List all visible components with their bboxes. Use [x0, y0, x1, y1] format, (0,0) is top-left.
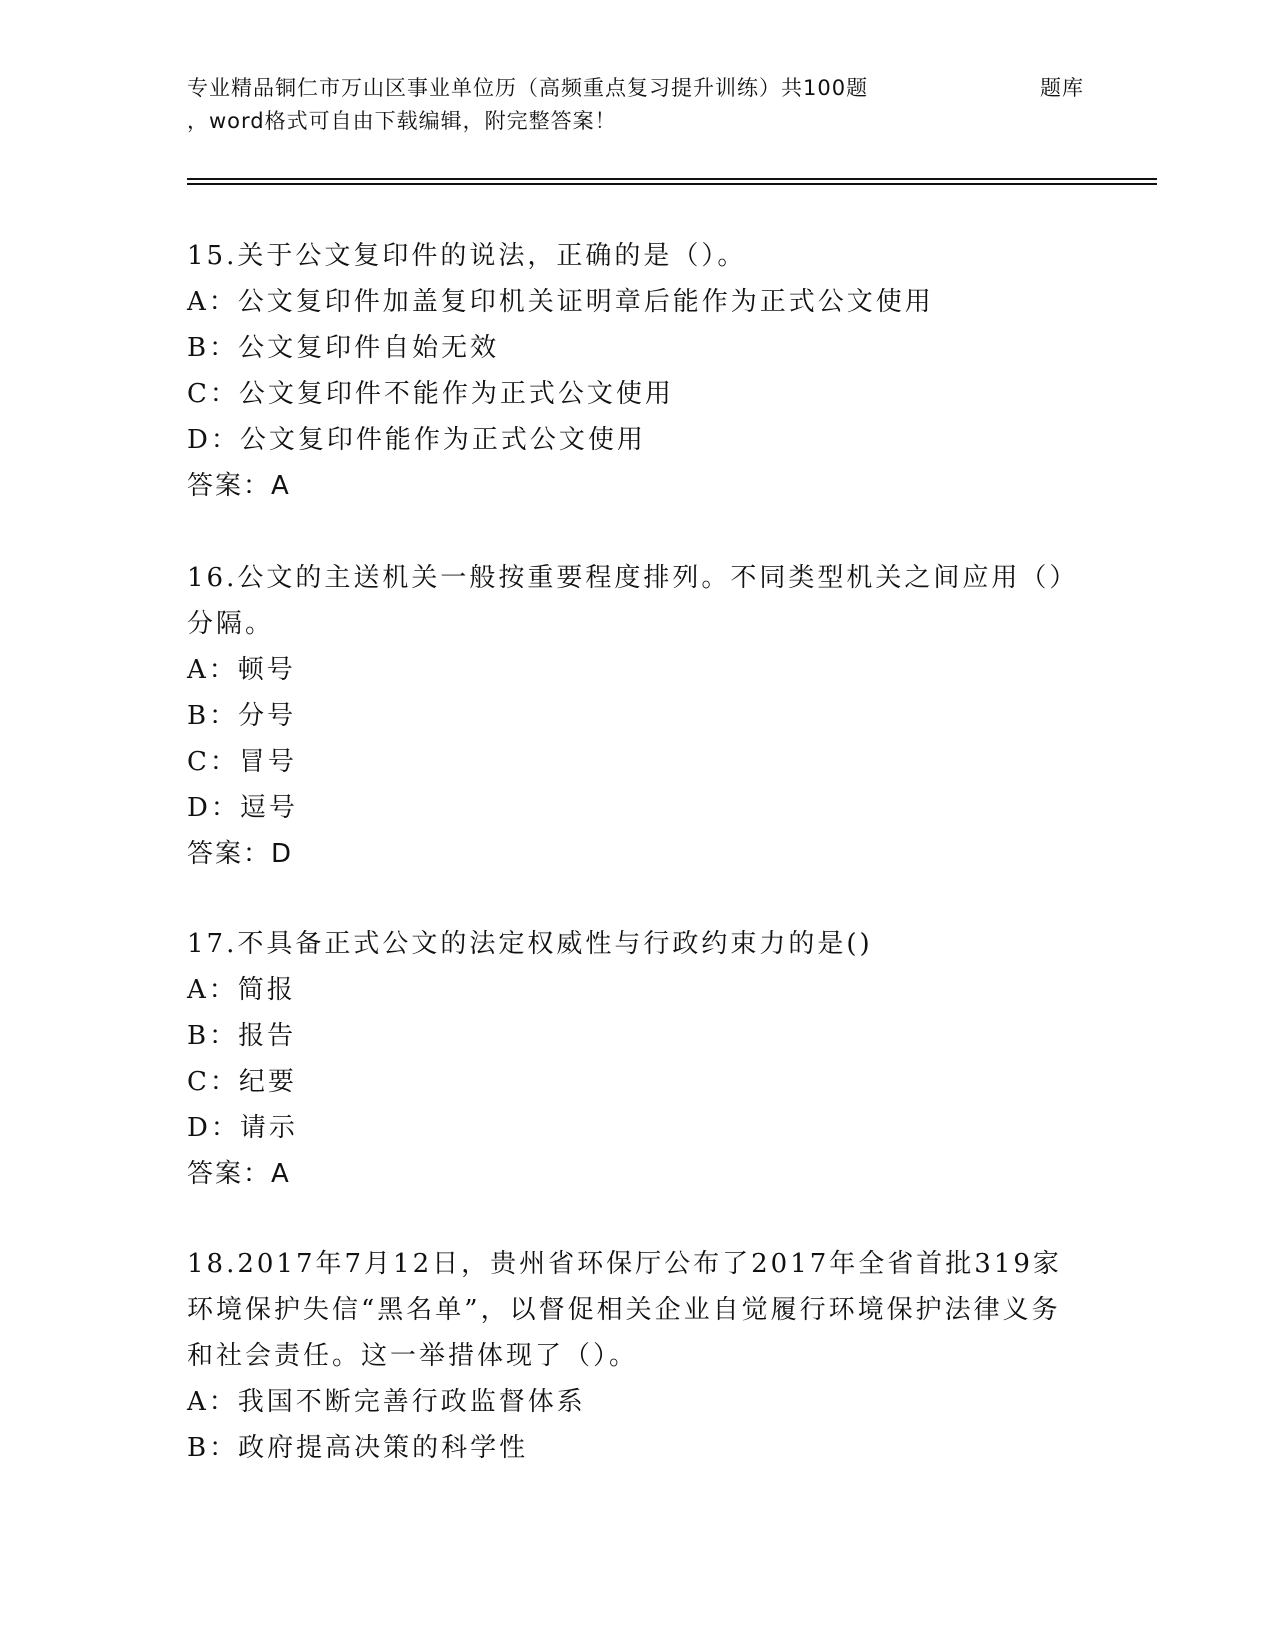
option-b: B：政府提高决策的科学性	[187, 1433, 529, 1463]
document-header	[187, 72, 1087, 138]
header-divider-top	[187, 178, 1157, 180]
option-c: C：公文复印件不能作为正式公文使用	[187, 379, 674, 409]
question-15	[187, 233, 1087, 509]
option-c: C：冒号	[187, 747, 297, 777]
option-a: A：顿号	[187, 655, 296, 685]
question-16	[187, 555, 1087, 877]
question-stem: 16.公文的主送机关一般按重要程度排列。不同类型机关之间应用（）分隔。	[187, 563, 1079, 639]
header-title-line: 专业精品铜仁市万山区事业单位历（高频重点复习提升训练）共100题	[187, 76, 869, 100]
answer: 答案：A	[187, 471, 291, 501]
header-divider-bottom	[187, 183, 1157, 185]
header-tag: 题库	[1040, 76, 1084, 100]
option-a: A：简报	[187, 975, 296, 1005]
option-d: D：请示	[187, 1113, 298, 1143]
option-d: D：公文复印件能作为正式公文使用	[187, 425, 646, 455]
option-b: B：分号	[187, 701, 297, 731]
question-17	[187, 921, 1087, 1197]
option-c: C：纪要	[187, 1067, 297, 1097]
option-a: A：我国不断完善行政监督体系	[187, 1387, 586, 1417]
question-stem: 17.不具备正式公文的法定权威性与行政约束力的是()	[187, 929, 873, 959]
header-subtitle-line: ，word格式可自由下载编辑，附完整答案！	[187, 109, 617, 133]
question-18	[187, 1241, 1087, 1471]
question-stem: 15.关于公文复印件的说法，正确的是（）。	[187, 241, 747, 271]
answer: 答案：A	[187, 1159, 291, 1189]
answer: 答案：D	[187, 839, 294, 869]
option-a: A：公文复印件加盖复印机关证明章后能作为正式公文使用	[187, 287, 934, 317]
option-b: B：报告	[187, 1021, 297, 1051]
option-b: B：公文复印件自始无效	[187, 333, 500, 363]
question-stem: 18.2017年7月12日，贵州省环保厅公布了2017年全省首批319家环境保护失信“黑名单”，以督促相关企业自觉履行环境保护法律义务和社会责任。这一举措体现了（）。	[187, 1249, 1062, 1371]
option-d: D：逗号	[187, 793, 298, 823]
